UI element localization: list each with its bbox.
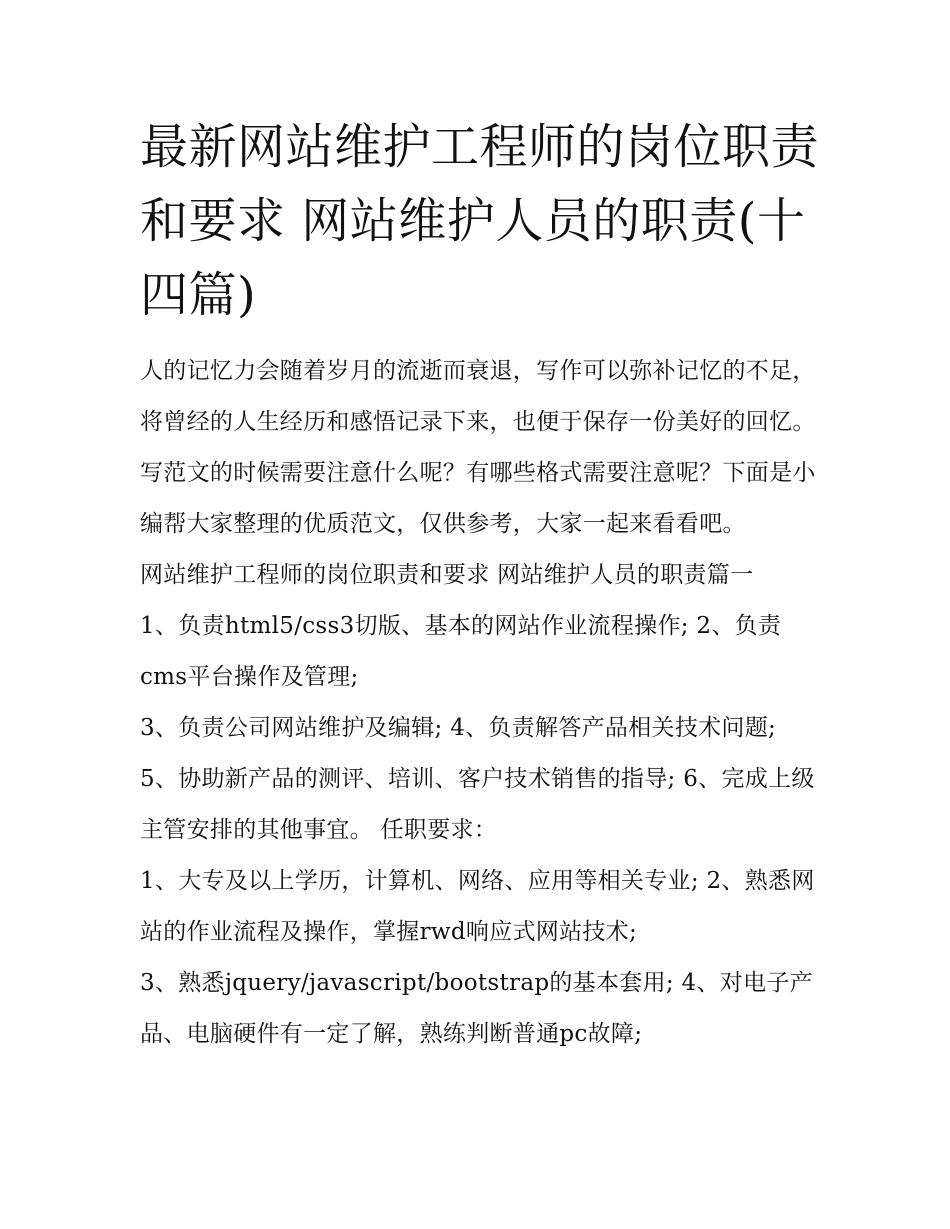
requirement-paragraph: 3、熟悉jquery/javascript/bootstrap的基本套用; 4、对电子产品、电脑硬件有一定了解，熟练判断普通pc故障; bbox=[140, 970, 813, 1047]
duty-paragraph: 3、负责公司网站维护及编辑; 4、负责解答产品相关技术问题; bbox=[140, 715, 777, 741]
section-heading: 网站维护工程师的岗位职责和要求 网站维护人员的职责篇一 bbox=[140, 562, 754, 588]
requirement-paragraph: 1、大专及以上学历，计算机、网络、应用等相关专业; 2、熟悉网站的作业流程及操作，掌握rwd响应式网站技术; bbox=[140, 868, 815, 945]
document-body bbox=[140, 346, 820, 1060]
document-title: 最新网站维护工程师的岗位职责和要求 网站维护人员的职责(十四篇) bbox=[140, 119, 820, 323]
duty-paragraph: 5、协助新产品的测评、培训、客户技术销售的指导; 6、完成上级主管安排的其他事宜。 任职要求： bbox=[140, 766, 815, 843]
duty-paragraph: 1、负责html5/css3切版、基本的网站作业流程操作; 2、负责cms平台操作及管理; bbox=[140, 613, 782, 690]
document-page bbox=[140, 110, 820, 1060]
intro-paragraph: 人的记忆力会随着岁月的流逝而衰退，写作可以弥补记忆的不足，将曾经的人生经历和感悟记录下来，也便于保存一份美好的回忆。写范文的时候需要注意什么呢？有哪些格式需要注意呢？下面是小编帮大家整理的优质范文，仅供参考，大家一起来看看吧。 bbox=[140, 358, 816, 537]
